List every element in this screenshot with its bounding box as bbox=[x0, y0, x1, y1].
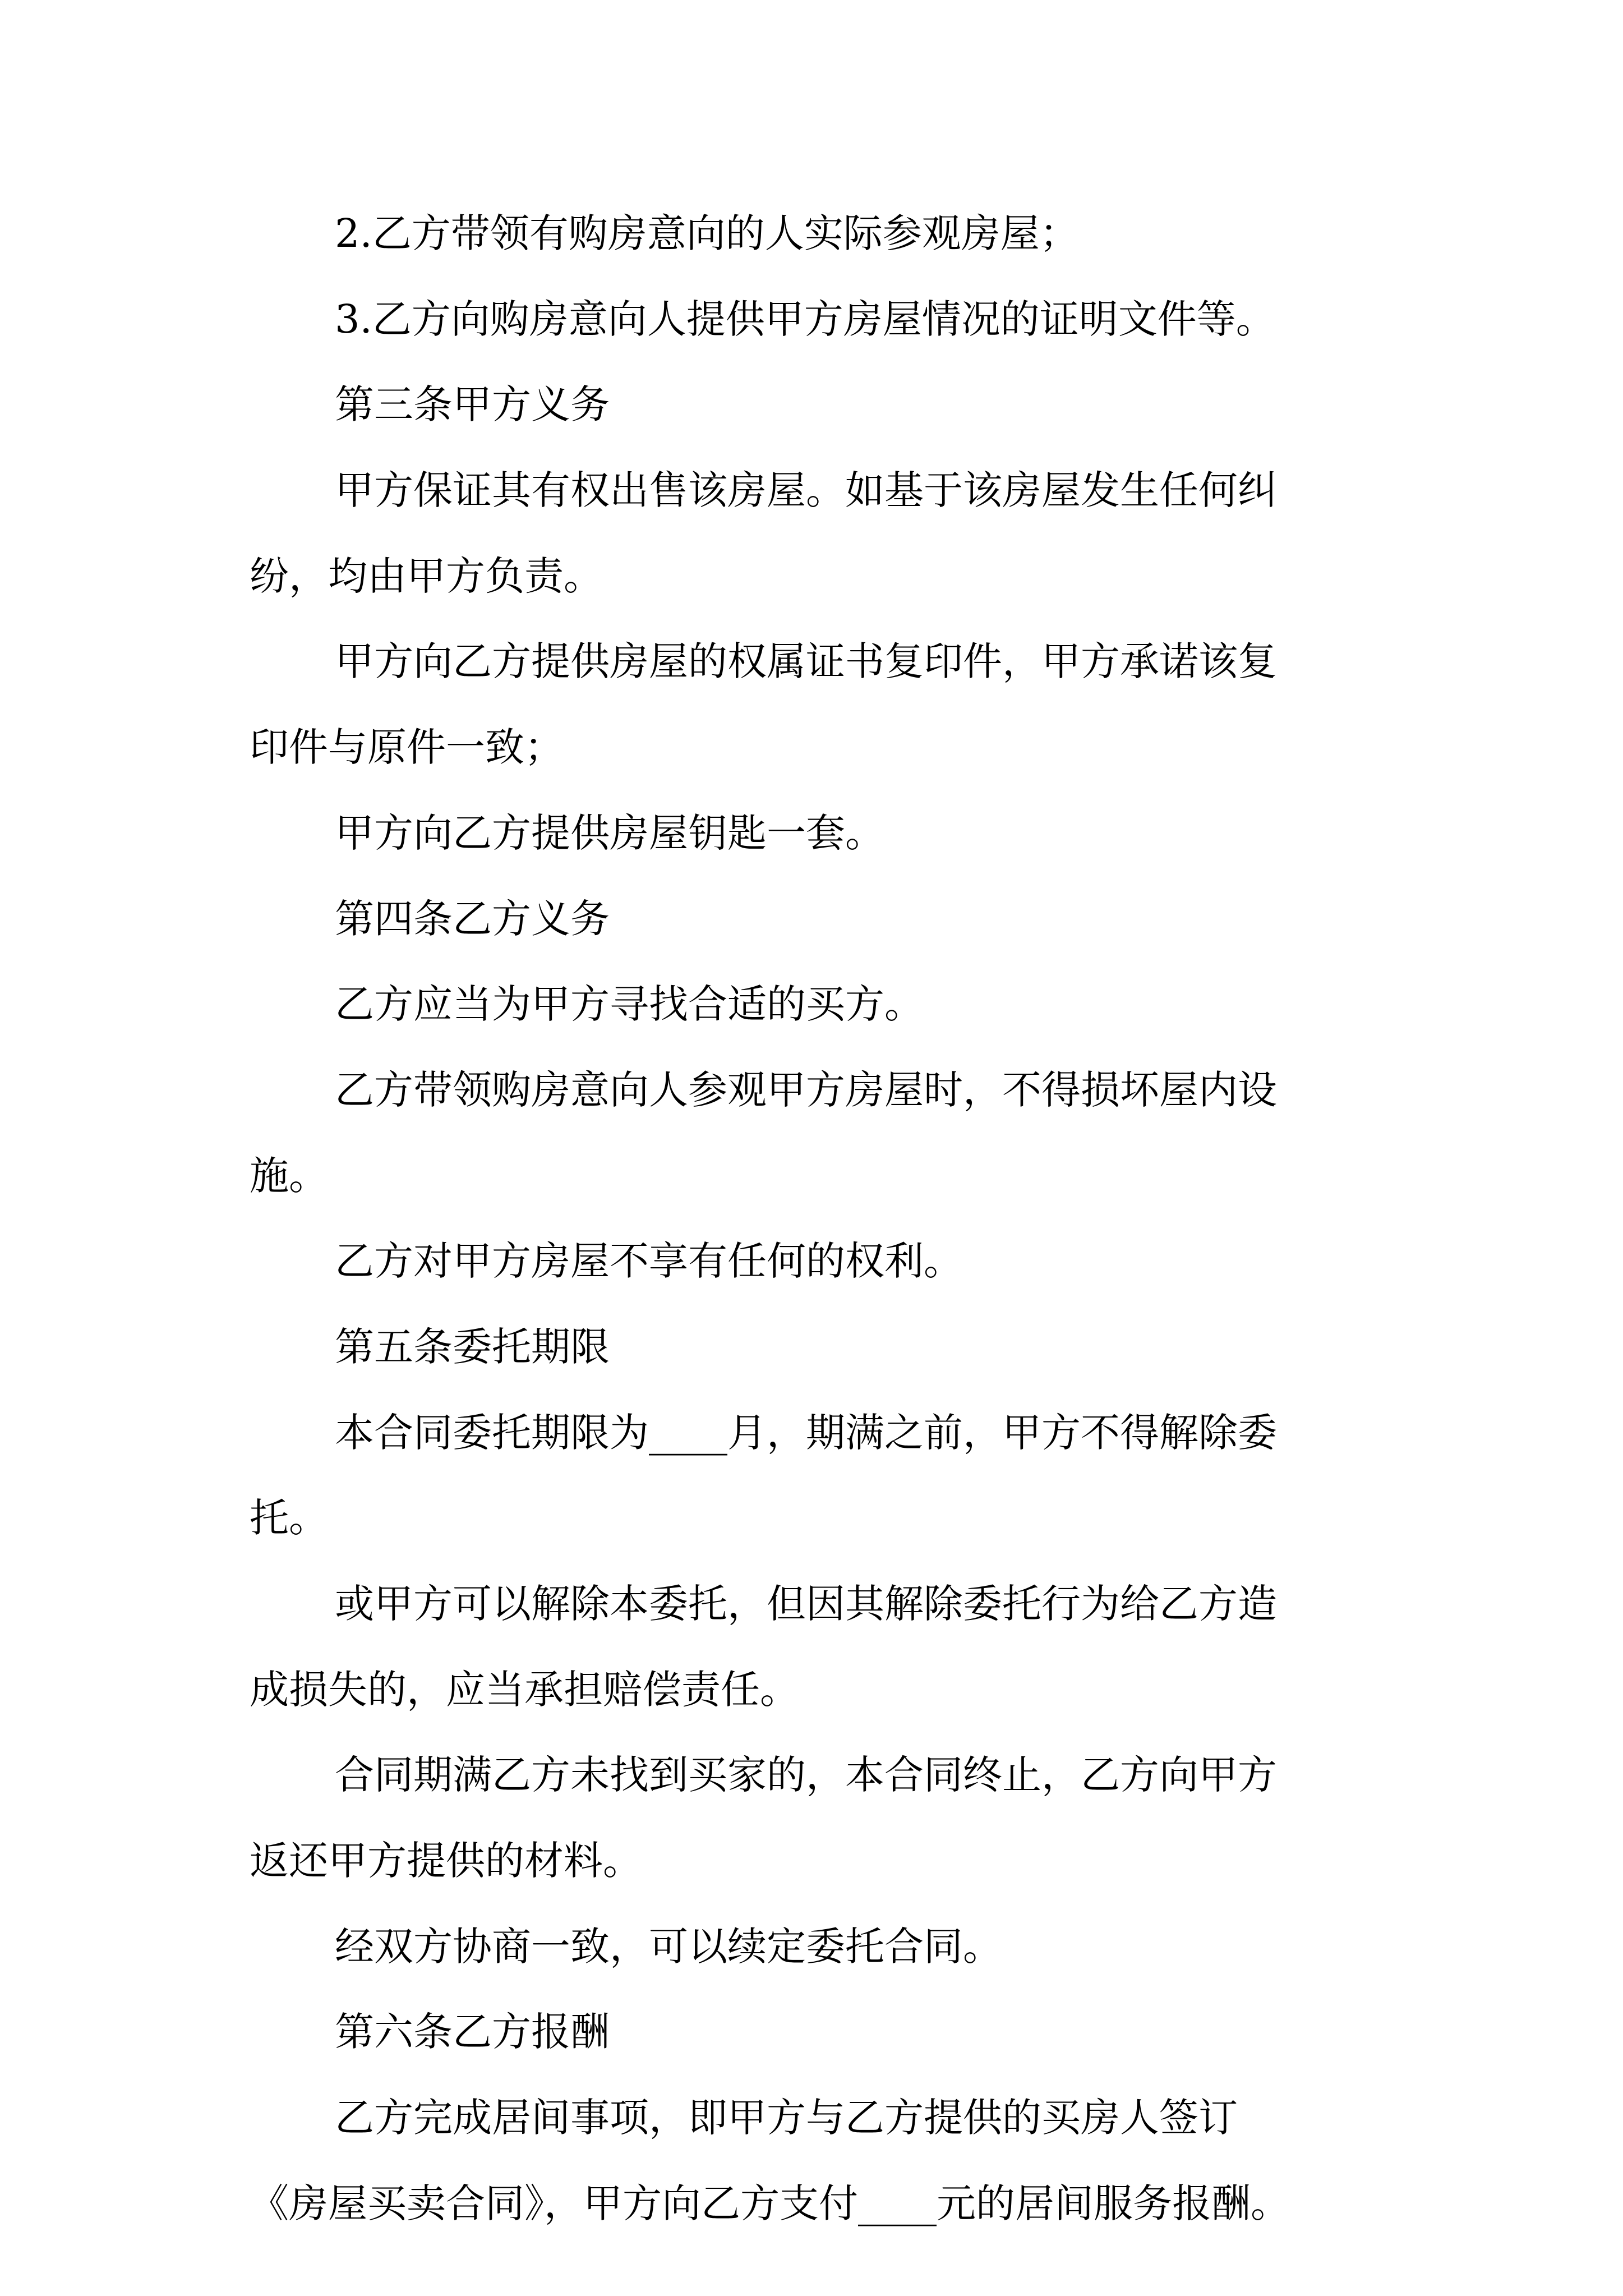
section-heading-article-4: 第四条乙方义务 bbox=[335, 895, 610, 942]
paragraph-line: 乙方带领购房意向人参观甲方房屋时，不得损坏屋内设 bbox=[335, 1066, 1277, 1113]
paragraph-continuation: 《房屋买卖合同》，甲方向乙方支付____元的居间服务报酬。 bbox=[250, 2180, 1290, 2226]
paragraph-line: 乙方应当为甲方寻找合适的买方。 bbox=[335, 981, 924, 1028]
paragraph-line: 乙方完成居间事项，即甲方与乙方提供的买房人签订 bbox=[335, 2095, 1238, 2141]
paragraph-line: 合同期满乙方未找到买家的，本合同终止，乙方向甲方 bbox=[335, 1752, 1277, 1798]
section-heading-article-5: 第五条委托期限 bbox=[335, 1323, 610, 1370]
paragraph-line: 甲方向乙方提供房屋的权属证书复印件，甲方承诺该复 bbox=[335, 638, 1277, 685]
paragraph-line: 或甲方可以解除本委托，但因其解除委托行为给乙方造 bbox=[335, 1581, 1277, 1627]
paragraph-continuation: 托。 bbox=[250, 1495, 328, 1542]
list-item-3: 3.乙方向购房意向人提供甲方房屋情况的证明文件等。 bbox=[335, 296, 1275, 342]
paragraph-continuation: 纷，均由甲方负责。 bbox=[250, 553, 603, 599]
paragraph-line: 甲方保证其有权出售该房屋。如基于该房屋发生任何纠 bbox=[335, 467, 1277, 514]
paragraph-line: 乙方对甲方房屋不享有任何的权利。 bbox=[335, 1238, 963, 1285]
section-heading-article-6: 第六条乙方报酬 bbox=[335, 2009, 610, 2055]
list-item-2: 2.乙方带领有购房意向的人实际参观房屋； bbox=[335, 210, 1079, 256]
paragraph-continuation: 印件与原件一致； bbox=[250, 724, 564, 771]
paragraph-line: 甲方向乙方提供房屋钥匙一套。 bbox=[335, 809, 884, 856]
paragraph-continuation: 返还甲方提供的材料。 bbox=[250, 1838, 642, 1884]
document-body bbox=[250, 191, 1388, 2247]
paragraph-line: 经双方协商一致，可以续定委托合同。 bbox=[335, 1923, 1002, 1970]
section-heading-article-3: 第三条甲方义务 bbox=[335, 381, 610, 428]
paragraph-continuation: 施。 bbox=[250, 1152, 328, 1199]
paragraph-continuation: 成损失的，应当承担赔偿责任。 bbox=[250, 1666, 799, 1713]
paragraph-line: 本合同委托期限为____月，期满之前，甲方不得解除委 bbox=[335, 1409, 1277, 1456]
